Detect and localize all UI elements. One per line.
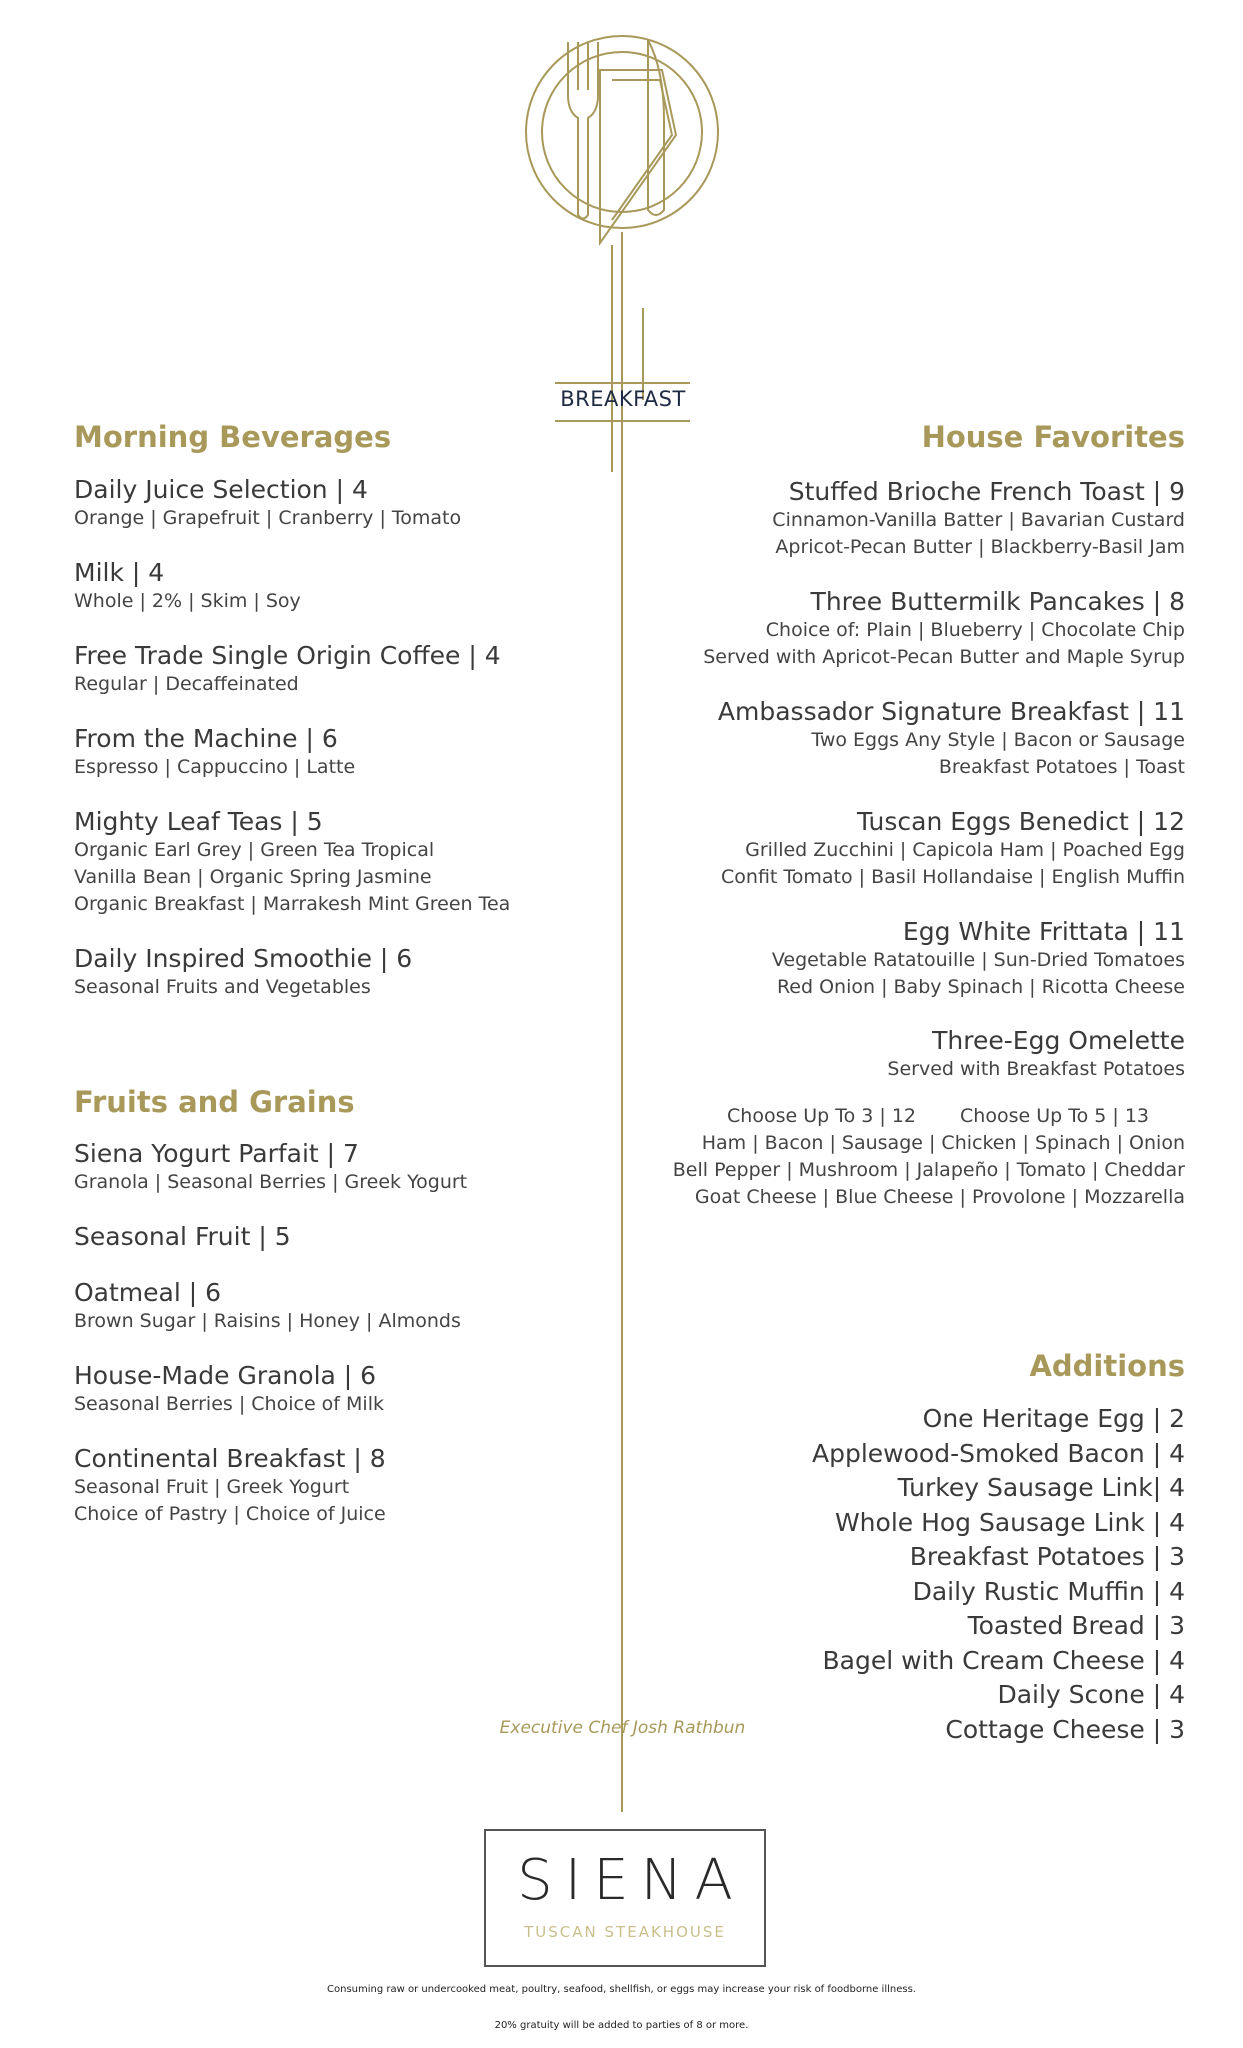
menu-item bbox=[74, 807, 574, 918]
section-title-additions: Additions bbox=[1029, 1349, 1185, 1384]
menu-item-description: Cinnamon-Vanilla Batter | Bavarian Custard bbox=[772, 508, 1185, 531]
omelette-ingredient-line: Bell Pepper | Mushroom | Jalapeño | Tomato | Cheddar bbox=[672, 1159, 1185, 1182]
menu-item bbox=[625, 587, 1185, 671]
chef-credit: Executive Chef Josh Rathbun bbox=[499, 1718, 746, 1738]
addition-item: Daily Rustic Muffin | 4 bbox=[912, 1576, 1185, 1606]
menu-item-description: Red Onion | Baby Spinach | Ricotta Cheese bbox=[776, 975, 1185, 998]
menu-item bbox=[74, 1444, 574, 1528]
menu-item-description: Seasonal Fruit | Greek Yogurt bbox=[74, 1476, 350, 1499]
menu-item-description: Seasonal Fruits and Vegetables bbox=[74, 975, 371, 998]
addition-item: One Heritage Egg | 2 bbox=[922, 1404, 1185, 1434]
menu-item-title: Daily Inspired Smoothie | 6 bbox=[74, 943, 413, 973]
menu-item-description: Brown Sugar | Raisins | Honey | Almonds bbox=[74, 1310, 461, 1333]
menu-item-description: Vanilla Bean | Organic Spring Jasmine bbox=[74, 865, 432, 888]
addition-item: Bagel with Cream Cheese | 4 bbox=[822, 1645, 1185, 1675]
menu-item-title: Seasonal Fruit | 5 bbox=[74, 1222, 291, 1252]
omelette-options bbox=[625, 1103, 1185, 1211]
menu-item bbox=[625, 807, 1185, 891]
menu-item-title: Three-Egg Omelette bbox=[932, 1026, 1185, 1056]
menu-item bbox=[625, 477, 1185, 561]
menu-item bbox=[74, 641, 574, 698]
menu-item bbox=[74, 475, 574, 532]
menu-item-title: House-Made Granola | 6 bbox=[74, 1361, 377, 1391]
menu-item-description: Vegetable Ratatouille | Sun-Dried Tomatoes bbox=[771, 948, 1185, 971]
addition-item: Toasted Bread | 3 bbox=[967, 1611, 1185, 1641]
menu-item bbox=[74, 558, 574, 615]
menu-item-title: Ambassador Signature Breakfast | 11 bbox=[717, 696, 1185, 726]
menu-item-title: Three Buttermilk Pancakes | 8 bbox=[810, 586, 1185, 616]
favorites-list bbox=[625, 477, 1185, 1084]
gratuity-note: 20% gratuity will be added to parties of 8 or more. bbox=[494, 2020, 749, 2031]
menu-item-description: Two Eggs Any Style | Bacon or Sausage bbox=[811, 728, 1185, 751]
omelette-ingredient-line: Goat Cheese | Blue Cheese | Provolone | Mozzarella bbox=[694, 1186, 1185, 1209]
left-column bbox=[74, 420, 574, 1528]
addition-item: Whole Hog Sausage Link | 4 bbox=[834, 1507, 1185, 1537]
menu-item bbox=[625, 697, 1185, 781]
menu-item-description: Choice of: Plain | Blueberry | Chocolate Chip bbox=[765, 618, 1185, 641]
menu-item-title: Mighty Leaf Teas | 5 bbox=[74, 806, 323, 836]
omelette-ingredients bbox=[625, 1130, 1185, 1211]
additions-list bbox=[625, 1402, 1185, 1747]
omelette-choose-line bbox=[625, 1103, 1185, 1130]
menu-item-description: Seasonal Berries | Choice of Milk bbox=[74, 1393, 384, 1416]
menu-item-description: Breakfast Potatoes | Toast bbox=[938, 755, 1185, 778]
menu-item-title: From the Machine | 6 bbox=[74, 723, 338, 753]
menu-item-title: Siena Yogurt Parfait | 7 bbox=[74, 1139, 359, 1169]
menu-item-title: Milk | 4 bbox=[74, 557, 165, 587]
menu-item-title: Daily Juice Selection | 4 bbox=[74, 474, 368, 504]
food-safety-warning: Consuming raw or undercooked meat, poultry, seafood, shellfish, or eggs may increase your risk of foodborne illness. bbox=[327, 1984, 916, 1995]
addition-item: Turkey Sausage Link| 4 bbox=[897, 1473, 1185, 1503]
restaurant-logo bbox=[484, 1829, 766, 1967]
menu-item-title: Tuscan Eggs Benedict | 12 bbox=[857, 806, 1185, 836]
omelette-choose5: Choose Up To 5 | 13 bbox=[960, 1105, 1149, 1128]
menu-item bbox=[74, 1278, 574, 1335]
menu-item-description: Organic Earl Grey | Green Tea Tropical bbox=[74, 838, 435, 861]
right-column bbox=[625, 420, 1185, 1747]
section-title-grains: Fruits and Grains bbox=[74, 1084, 355, 1119]
menu-item bbox=[74, 1361, 574, 1418]
menu-item-description: Served with Breakfast Potatoes bbox=[887, 1058, 1185, 1081]
menu-item-description: Grilled Zucchini | Capicola Ham | Poached Egg bbox=[745, 838, 1185, 861]
menu-item-description: Served with Apricot-Pecan Butter and Maple Syrup bbox=[703, 645, 1185, 668]
menu-item-title: Egg White Frittata | 11 bbox=[902, 916, 1185, 946]
addition-item: Breakfast Potatoes | 3 bbox=[909, 1542, 1185, 1572]
menu-item bbox=[74, 724, 574, 781]
menu-item-description: Organic Breakfast | Marrakesh Mint Green Tea bbox=[74, 892, 511, 915]
menu-item-title: Oatmeal | 6 bbox=[74, 1278, 222, 1308]
menu-item-description: Choice of Pastry | Choice of Juice bbox=[74, 1503, 386, 1526]
addition-item: Daily Scone | 4 bbox=[997, 1680, 1185, 1710]
menu-item bbox=[74, 1222, 574, 1252]
menu-item-description: Apricot-Pecan Butter | Blackberry-Basil Jam bbox=[775, 535, 1185, 558]
addition-item: Applewood-Smoked Bacon | 4 bbox=[812, 1438, 1185, 1468]
menu-item-description: Granola | Seasonal Berries | Greek Yogurt bbox=[74, 1171, 468, 1194]
menu-item-title: Stuffed Brioche French Toast | 9 bbox=[788, 476, 1185, 506]
section-title-favorites: House Favorites bbox=[921, 420, 1185, 454]
logo-subtitle: TUSCAN STEAKHOUSE bbox=[524, 1923, 726, 1941]
omelette-ingredient-line: Ham | Bacon | Sausage | Chicken | Spinach | Onion bbox=[701, 1132, 1185, 1155]
beverages-list bbox=[74, 475, 574, 1001]
menu-item-title: Free Trade Single Origin Coffee | 4 bbox=[74, 640, 501, 670]
menu-item bbox=[74, 1139, 574, 1196]
omelette-choose3: Choose Up To 3 | 12 bbox=[727, 1105, 917, 1128]
menu-item-description: Espresso | Cappuccino | Latte bbox=[74, 755, 356, 778]
menu-item bbox=[625, 1026, 1185, 1083]
grains-list bbox=[74, 1139, 574, 1528]
logo-name: SIENA bbox=[517, 1848, 745, 1913]
addition-item: Cottage Cheese | 3 bbox=[945, 1714, 1185, 1744]
menu-item-title: Continental Breakfast | 8 bbox=[74, 1444, 386, 1474]
page-label: BREAKFAST bbox=[560, 387, 686, 411]
menu-item-description: Whole | 2% | Skim | Soy bbox=[74, 589, 301, 612]
menu-item-description: Orange | Grapefruit | Cranberry | Tomato bbox=[74, 506, 462, 529]
menu-item bbox=[625, 917, 1185, 1001]
menu-item bbox=[74, 944, 574, 1001]
section-title-beverages: Morning Beverages bbox=[74, 420, 392, 454]
menu-item-description: Regular | Decaffeinated bbox=[74, 672, 299, 695]
menu-item-description: Confit Tomato | Basil Hollandaise | English Muffin bbox=[721, 865, 1185, 888]
